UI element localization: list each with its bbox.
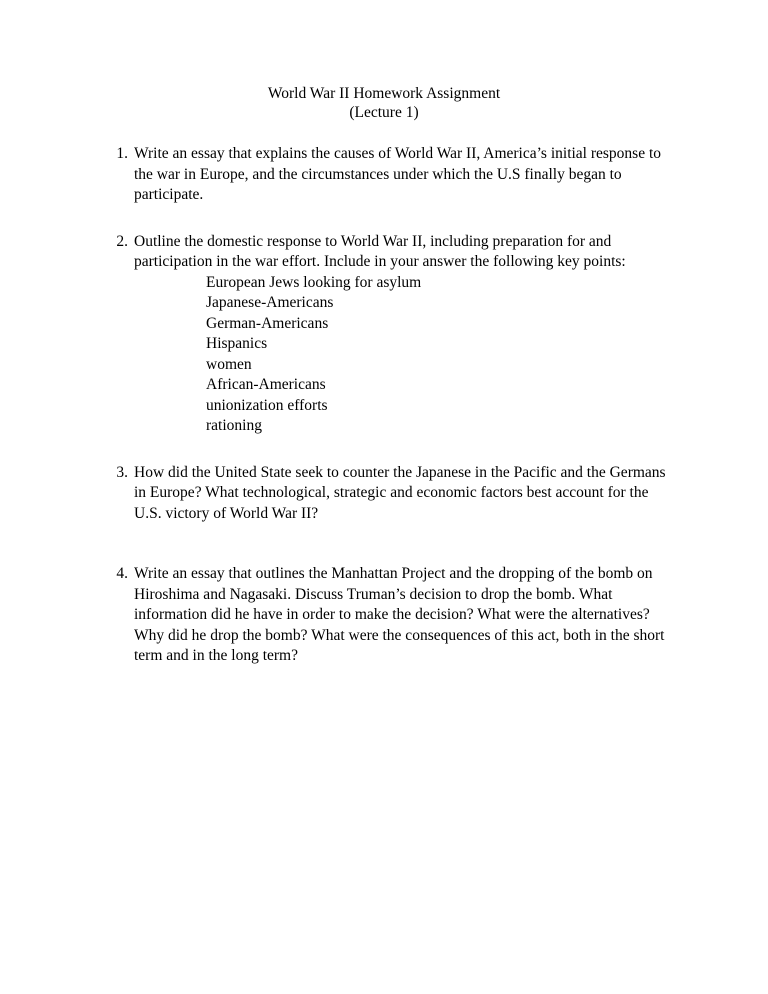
question-number: 1. xyxy=(116,145,128,162)
question-text: Write an essay that explains the causes of World War II, America’s initial response to the war in Europe, and the circumstances under which the U.S finally began to participate. xyxy=(134,145,662,203)
question-text: Outline the domestic response to World War II, including preparation for and participation in the war effort. Include in your answer the following key points: xyxy=(134,232,626,270)
list-item: Hispanics xyxy=(206,335,268,352)
list-item: European Jews looking for asylum xyxy=(206,273,422,291)
question-text: How did the United State seek to counter the Japanese in the Pacific and the Germans in Europe? What technological, strategic and economic factors best account for the U.S. victory of World War II? xyxy=(134,463,666,522)
question-item xyxy=(96,564,672,667)
list-item: African-Americans xyxy=(206,376,326,393)
question-number: 4. xyxy=(116,565,128,582)
question-item xyxy=(96,232,672,437)
question-number: 2. xyxy=(116,232,128,250)
page-subtitle: (Lecture 1) xyxy=(349,104,419,121)
question-sub-list xyxy=(134,273,672,437)
list-item: women xyxy=(206,355,252,373)
question-number: 3. xyxy=(116,463,128,481)
question-list xyxy=(96,144,672,667)
list-item: German-Americans xyxy=(206,314,329,332)
list-item: rationing xyxy=(206,417,262,434)
list-item: unionization efforts xyxy=(206,396,328,414)
question-item xyxy=(96,463,672,525)
question-text: Write an essay that outlines the Manhattan Project and the dropping of the bomb on Hiroshima and Nagasaki. Discuss Truman’s decision to drop the bomb. What information did he have in order to make the decision? What were the alternatives? Why did he drop the bomb? What were the consequences of this act, both in the short term and in the long term? xyxy=(134,565,665,664)
list-item: Japanese-Americans xyxy=(206,294,334,311)
question-item xyxy=(96,144,672,206)
page-title: World War II Homework Assignment xyxy=(267,85,501,102)
